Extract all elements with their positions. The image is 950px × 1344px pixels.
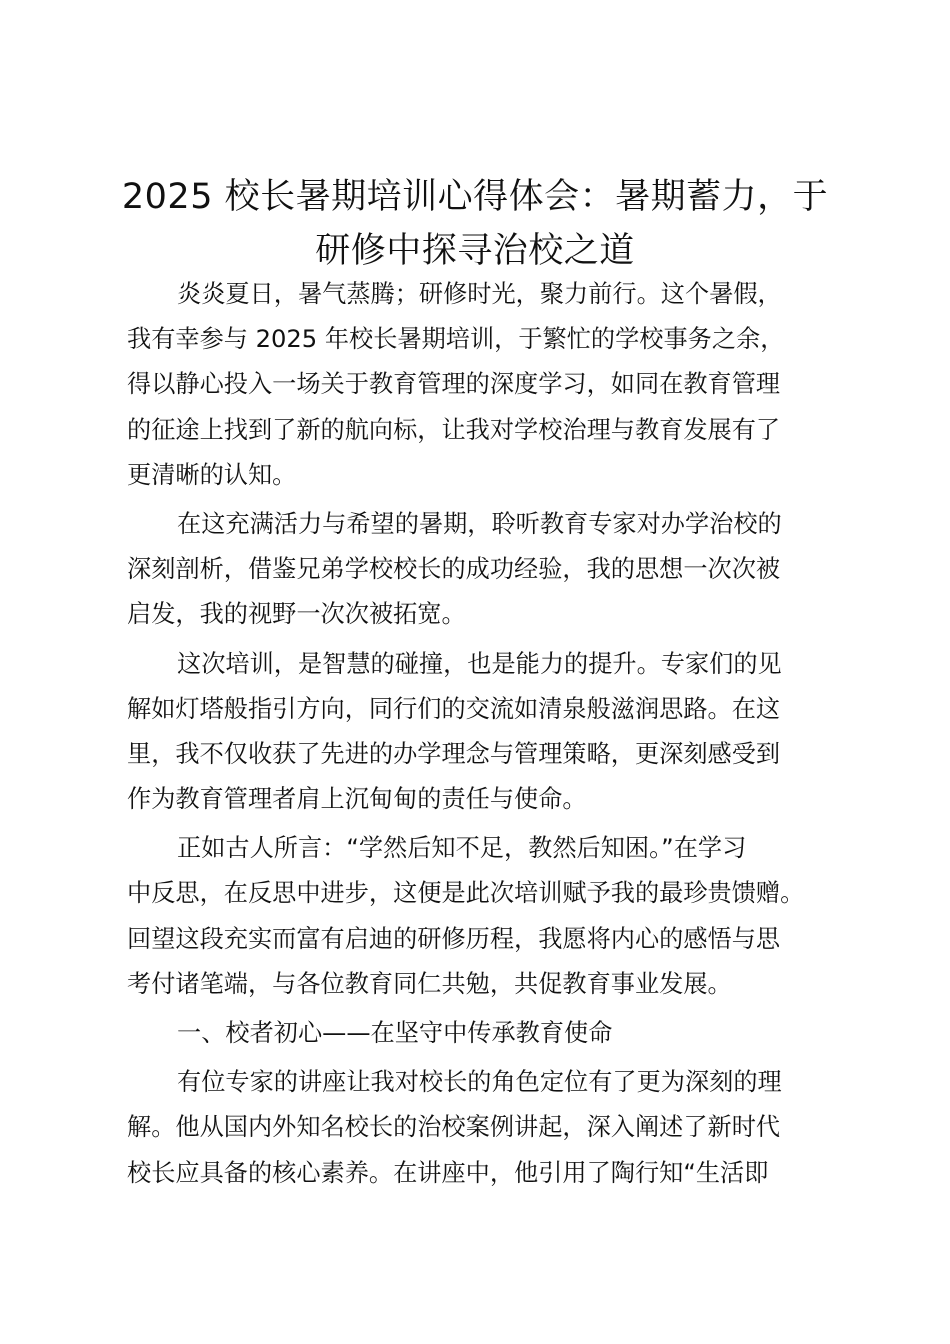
paragraph-line: 炎炎夏日，暑气蒸腾；研修时光，聚力前行。这个暑假， (177, 280, 782, 308)
paragraph-line: 得以静心投入一场关于教育管理的深度学习，如同在教育管理 (127, 370, 781, 399)
paragraph-line: 更清晰的认知。 (127, 460, 297, 489)
paragraph-line: 考付诸笔端，与各位教育同仁共勉，共促教育事业发展。 (127, 969, 732, 998)
paragraph-intro (127, 272, 847, 498)
paragraph-line: 回望这段充实而富有启迪的研修历程，我愿将内心的感悟与思 (127, 924, 781, 953)
paragraph-line: 这次培训，是智慧的碰撞，也是能力的提升。专家们的见 (177, 649, 782, 678)
paragraph-line: 有位专家的讲座让我对校长的角色定位有了更为深刻的理 (177, 1068, 782, 1097)
paragraph-quote (127, 826, 847, 1007)
paragraph-training (127, 642, 847, 823)
paragraph-line: 里，我不仅收获了先进的办学理念与管理策略，更深刻感受到 (127, 739, 781, 768)
paragraph-line: 作为教育管理者肩上沉甸甸的责任与使命。 (127, 785, 587, 814)
paragraph-line: 深刻剖析，借鉴兄弟学校校长的成功经验，我的思想一次次被 (127, 555, 781, 584)
paragraph-line: 校长应具备的核心素养。在讲座中，他引用了陶行知“生活即 (127, 1158, 769, 1187)
paragraph-line: 正如古人所言：“学然后知不足，教然后知困。”在学习 (177, 834, 747, 863)
document-body (127, 272, 847, 1196)
document-title-line-1: 2025 校长暑期培训心得体会：暑期蓄力，于 (121, 177, 829, 217)
paragraph-summer (127, 502, 847, 638)
paragraph-line: 解。他从国内外知名校长的治校案例讲起，深入阐述了新时代 (127, 1113, 781, 1142)
paragraph-line: 中反思，在反思中进步，这便是此次培训赋予我的最珍贵馈赠。 (127, 879, 805, 908)
section-heading-1 (127, 1011, 847, 1056)
paragraph-line: 解如灯塔般指引方向，同行们的交流如清泉般滋润思路。在这 (127, 694, 781, 723)
paragraph-line: 在这充满活力与希望的暑期，聆听教育专家对办学治校的 (177, 509, 782, 538)
paragraph-line: 我有幸参与 2025 年校长暑期培训，于繁忙的学校事务之余， (127, 325, 785, 354)
paragraph-line: 的征途上找到了新的航向标，让我对学校治理与教育发展有了 (127, 415, 781, 444)
paragraph-line: 启发，我的视野一次次被拓宽。 (127, 600, 466, 629)
section-heading-text: 一、校者初心——在坚守中传承教育使命 (177, 1019, 613, 1047)
paragraph-expert (127, 1060, 847, 1196)
document-title-line-2: 研修中探寻治校之道 (315, 231, 635, 271)
